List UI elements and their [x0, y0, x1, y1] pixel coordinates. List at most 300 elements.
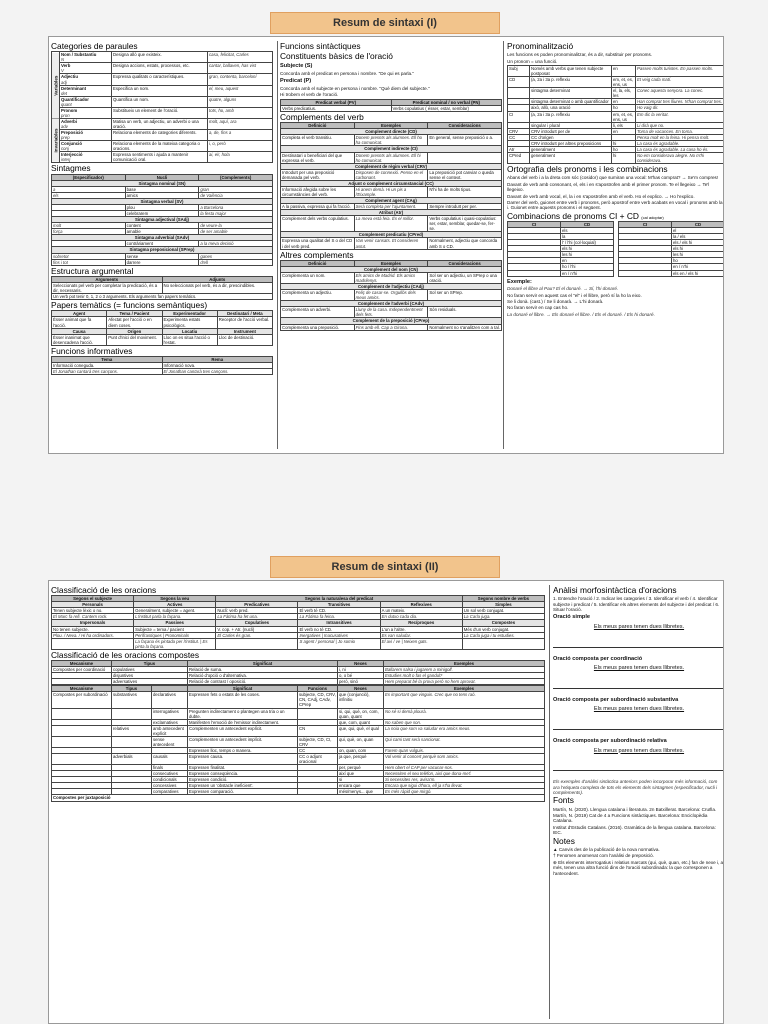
category-example: casa, felicitat, Carles [208, 52, 273, 63]
note-item: ⊕ Els elements interrogatius i relatius marcats (qui, què, quan, etc.) fan de nexe i, a més, tenen una altra funció dins de l'oració subordinada: la que corresponen a l'antecedent. [553, 859, 724, 876]
sintagma-cell: ganes [199, 253, 273, 259]
category-abbr: interj [61, 157, 71, 163]
sintagma-cell: de València [199, 192, 273, 198]
comb-cd: els hi [672, 246, 725, 252]
altres-note: Sol ser un adjectiu, un SPrep o una oració. [428, 272, 502, 283]
sintagma-cell: celebrarem [125, 211, 199, 217]
complements-note: La preposició pot canviar o queda sense el context. [428, 169, 502, 180]
analisi-tree [553, 633, 724, 648]
category-name-text: Interjecció [61, 152, 83, 158]
category-row [52, 107, 273, 118]
altres-table [280, 260, 502, 331]
classif-cell: L'institut parla la façana. [134, 614, 216, 620]
category-def: Designa allò que existeix. [112, 52, 208, 63]
category-row [52, 152, 273, 163]
subord-cell: Expressen condició. [188, 777, 298, 783]
pronom-cell: Només amb verbs que tenen subjecte postposat [530, 66, 612, 77]
informatives-table [51, 356, 273, 375]
pronom-cell: singular i plural [530, 122, 612, 128]
sintagma-cell: la festa major [199, 211, 273, 217]
estructura-heading: Estructura argumental [51, 265, 134, 276]
subord-cell: Expressen conseqüència. [188, 771, 298, 777]
classif-cell: El avi / ve | Neixen gats. [380, 638, 462, 649]
category-def: Substitueix un element de l'oració. [112, 107, 208, 118]
pronom-cell: La casa és agradable. La casa ho és. [636, 146, 725, 152]
subord-cell: Compostes per subordinació [52, 692, 112, 708]
category-name-text: Conjunció [61, 141, 83, 147]
classif-col: Segons la naturalesa del predicat [216, 596, 462, 602]
classif-cell: El Carles és gran. [216, 632, 298, 638]
pronom-cell: em, et, es, ens, us [612, 111, 636, 122]
category-name-text: Quantificador [61, 96, 89, 102]
compostes-col: Mecanisme [52, 661, 112, 667]
altres-def: Complementa un adjectiu. [281, 290, 355, 301]
category-def: Designa accions, estats, processos, etc. [112, 63, 208, 74]
altres-name: Complement de l'adverbi (CAdv) [281, 301, 502, 307]
ortografia-item: Darrer del verb, guionet entre verb i pronoms, però apostrof entre verb acabats en vocal i pronoms amb la i. Guionet entre aquests pronoms i el següent. [507, 199, 723, 211]
papers-cell: Origen [107, 328, 162, 334]
pronom-cell: Subj [508, 66, 530, 77]
subord-col: Nexes [338, 686, 384, 692]
sintagmes-heading: Sintagmes [51, 163, 91, 174]
example-line: La donaré el llibre. → Els donaré el llibre. / Els el donaré. / Els hi donaré. [507, 311, 655, 317]
subord-cell: Expressen fets o estats de les coses. [188, 692, 298, 708]
sintagma-cell: a Barcelona [199, 205, 273, 211]
subord-cell: Manifesten l'emoció de l'emissor indirectament. [188, 719, 298, 725]
comb-cd: les hi [672, 252, 725, 258]
compostes-col: Significat [188, 661, 338, 667]
p1-column-middle [277, 41, 502, 449]
pn-desc: Verbs copulatius ( ésser, estar, semblar) [391, 105, 502, 111]
sintagma-name: Sintagma nominal (SN) [52, 180, 273, 186]
classif-cell: Inergatives | Inacusatives [298, 632, 380, 638]
subord-cell: Expressen un 'obstacle ineficient'. [188, 783, 298, 789]
combinacions-heading: Combinacions de pronoms CI + CD (cal adoptar) [507, 210, 664, 221]
estructura-table [51, 276, 273, 300]
classif-cell: Tenen subjecte lèxic o no. [52, 608, 134, 614]
altres-col: Definició [281, 260, 355, 266]
altres-name: Complement del nom (CN) [281, 266, 502, 272]
coord-cell: Relació d'opció o d'alternativa. [188, 673, 338, 679]
complements-name: Complement agent (CAg) [281, 198, 502, 204]
papers-row [52, 317, 273, 328]
example-line: Se li donà. (cast.) / Se li donarà. → L'hi donarà. [507, 298, 604, 304]
complements-example: Disposen de connexió. Penso en el carbonant. [354, 169, 428, 180]
pronom-cell: Conec aquesta senyora. La conec. [636, 88, 725, 99]
pronom-cell: CRV introduït per de [530, 128, 612, 134]
papers-table [51, 310, 273, 345]
complements-row [281, 152, 502, 163]
pronom-row [508, 77, 725, 88]
pronom-cell: Et veig cada matí. [636, 77, 725, 88]
predicat-note: Hi trobem el verb de l'oració. [280, 92, 339, 98]
categories-heading: Categories de paraules [51, 41, 138, 51]
papers-cell: Locatiu [162, 328, 217, 334]
category-row [52, 96, 273, 107]
fonts-heading: Fonts [553, 795, 574, 806]
complements-example: Donem presnts als alumnes. Ell ho ha comunicat. [354, 135, 428, 146]
pronom-heading: Pronominalització [507, 41, 574, 51]
group-invariable-label: Invariables [52, 118, 60, 163]
informatives-cell: Informació nova. [162, 363, 273, 369]
altres-example: Els amics de Madrid. Els amics madrilenys. [354, 272, 428, 283]
classif-cell: En dutxo cada dia. [380, 614, 462, 620]
predicat-title: Predicat (P) [280, 78, 312, 85]
predicat-desc: Concorda amb el subjecte en persona i nombre. "Què diem del subjecte." [280, 86, 430, 92]
pronom-cell: en [612, 128, 636, 134]
category-example: cantar, ballaven, has vist [208, 63, 273, 74]
complements-name: Atribut (Atr) [281, 210, 502, 216]
classif-cell: L'un a l'altre. [380, 626, 462, 632]
sintagma-cell: gran [199, 186, 273, 192]
altres-example: Lluny de la casa. Independentment dels fets. [354, 307, 428, 318]
sintagma-cell: de veure-la [199, 223, 273, 229]
pronom-table [507, 65, 724, 164]
sintagma-cell: els [52, 192, 126, 198]
coord-cell: però, sinó [338, 679, 384, 685]
compostes-subord-table [51, 685, 545, 801]
subord-cell [52, 736, 112, 747]
classif-cell: Subjecte = tema / pacient [134, 626, 216, 632]
category-example: gran, contenta, barceloní [208, 74, 273, 85]
pronom-cell: Han comprat tres lliures. N'han comprat tres. [636, 99, 725, 105]
informatives-cell: El Jonathan cantarà tres cançons. [162, 369, 273, 375]
analisi-example-title: Oració composta per subordinació substantiva [553, 696, 679, 703]
subord-cell: Hem obert el CAP per vacunar-nos. [384, 765, 545, 771]
complements-col: Consideracions [428, 123, 502, 129]
pronom-cell: em, et, es, ens, us [612, 77, 636, 88]
classif-sub: Reflexives [380, 602, 462, 608]
complements-row [281, 216, 502, 232]
sintagma-cell: darrere [125, 259, 199, 265]
comb-row [508, 270, 614, 276]
altres-note: Sol ser un SPrep. [428, 290, 502, 301]
font-reference: Martín, N. (2020). Llengua catalana i literatura. 2n Batxillerat. Barcelona: Cruïlla. [553, 806, 717, 812]
classif-col: Segons la veu [134, 596, 216, 602]
pronom-cell: CRV introduït per altres preposicions [530, 140, 612, 146]
subord-cell [52, 754, 112, 765]
subord-row [52, 736, 545, 747]
classif-sub: Actives [134, 602, 216, 608]
subord-cell [298, 708, 338, 719]
pv-desc: Verbs predicatius. [281, 105, 392, 111]
classif-cell: Copulatives [216, 620, 298, 626]
papers-cell: Lloc on es situa l'acció o l'estat. [162, 334, 217, 345]
complements-name: Complement indirecte (CI) [281, 146, 502, 152]
altres-note: Són residuals. [428, 307, 502, 318]
subord-cell: interrogatives [152, 708, 188, 719]
combinacions-tag: (cal adoptar) [641, 214, 664, 220]
coord-cell [52, 679, 112, 685]
fonts-list [553, 807, 724, 836]
category-example: quatre, alguns [208, 96, 273, 107]
pronom-cell: (a, 2a i 3a p. reflexiu [530, 77, 612, 88]
subord-cell: així que [338, 771, 384, 777]
subord-cell: si, qui, què, on, com, quan, quant [338, 708, 384, 719]
complements-def: Introduït per una preposició demanada pel verb. [281, 169, 355, 180]
subord-col: Tipus [112, 686, 152, 692]
altres-def: Complementa un adverbi. [281, 307, 355, 318]
complements-col: Exemples [354, 123, 428, 129]
category-def: Quantifica un nom. [112, 96, 208, 107]
pronom-cell: en [612, 99, 636, 105]
category-abbr: adj [61, 79, 67, 85]
subord-cell: Complementen un antecedent implícit. [188, 736, 298, 747]
sintagmes-col-nucli: Nucli [125, 174, 199, 180]
subord-cell: CC [298, 747, 338, 753]
subord-cell: concessives [152, 783, 188, 789]
comb-cd: els [561, 228, 614, 234]
subord-cell: on, quan, com [338, 747, 384, 753]
comb-cd: les hi [561, 252, 614, 258]
comb-cd: l' / l'hi (col·loquial) [561, 240, 614, 246]
subord-cell: consecutives [152, 771, 188, 777]
analisi-tree [553, 674, 724, 689]
pronom-cell: Atr [508, 146, 530, 152]
coord-cell: i, ni [338, 667, 384, 673]
category-abbr: V [61, 68, 64, 74]
category-def: Matisa un verb, un adjectiu, un adverbi o una oració. [112, 118, 208, 129]
comb-cd: els hi [561, 246, 614, 252]
coord-cell: Compostes per coordinació [52, 667, 112, 673]
subord-cell: relatives [112, 725, 152, 736]
sintagma-cell: molt [52, 223, 126, 229]
complements-def: Destinatari o beneficiari del que expressa el verb. [281, 152, 355, 163]
classif-cell: La Fàtima fa feina. [298, 614, 380, 620]
analisi-steps: 1. Entendre l'oració / 2. Indicar les categories / 3. Identificar el verb / 4. Identificar subjecte i predicat / 5. Identificar els altres elements del subjecte i del predicat / 6. Situar l'oració. [553, 596, 720, 613]
ortografia-item: Abans del verb i a la dreta com sóc (cosidor) que sumiran una vocal: M'has comprat? → Se'm compres! [507, 175, 719, 181]
complements-row [281, 238, 502, 249]
altres-col: Consideracions [428, 260, 502, 266]
subord-cell [112, 736, 152, 747]
analisi-heading: Anàlisi morfosintàctica d'oracions [553, 585, 677, 595]
category-abbr: quant [61, 101, 72, 107]
informatives-col-tema: Tema [52, 356, 163, 362]
subord-row [52, 754, 545, 765]
subord-cell: Es important que vinguis. Crec que no tens raó. [384, 692, 545, 708]
subord-cell: Si necessites res, avisa'm. [384, 777, 545, 783]
classif-sub: Predicatives [216, 602, 298, 608]
pronom-cell: ho [612, 146, 636, 152]
sintagma-name: Sintagma preposicional (SPrep) [52, 247, 273, 253]
complements-example: Van venir cansats. Et consideren astut. [354, 238, 428, 249]
subjecte-title: Subjecte (S) [280, 63, 313, 70]
subord-cell: adverbials [112, 754, 152, 765]
sintagma-cell: plou [125, 205, 199, 211]
informatives-heading: Funcions informatives [51, 345, 133, 356]
p2-column-main [51, 585, 545, 1019]
category-abbr: adv [61, 124, 68, 130]
category-name-text: Pronom [61, 107, 78, 113]
category-row [52, 141, 273, 152]
pronom-cell: Passen molts turistes. En passen molts. [636, 66, 725, 77]
pronom-cell: No em considerava alegre. No m'hi considerava. [636, 152, 725, 163]
complements-row [281, 204, 502, 210]
pronom-cell: CPred [508, 152, 530, 163]
analisi-examples [553, 614, 724, 771]
category-name [60, 96, 112, 107]
subord-cell: Expressen comparació. [188, 789, 298, 795]
analisi-example-title: Oració composta per coordinació [553, 655, 643, 662]
pronom-cell: Pensa molt en la feina. Hi pensa molt. [636, 134, 725, 140]
sintagma-cell: amable [125, 229, 199, 235]
papers-cell: Destinatari / Meta [217, 311, 272, 317]
category-row [52, 63, 273, 74]
pronom-intro: Les funcions es poden pronominalitzar, és a dir, substituir per pronoms. [507, 52, 653, 58]
compostes-coord-table [51, 660, 545, 685]
category-name-text: Verb [61, 63, 71, 69]
p1-column-left [51, 41, 273, 449]
page2-title: Resum de sintaxi (II) [331, 561, 439, 573]
sintagma-cell: amics [125, 192, 199, 198]
classif-cell: Generalment, subjecte = agent. [134, 608, 216, 614]
ortografia-item: Davant de verb amb vocal, el, la i en s'apostrofen amb el verb. Ho el explico. → Ho l'explico. [507, 193, 695, 199]
category-name-text: Preposició [61, 130, 83, 136]
papers-cell: Causa [52, 328, 107, 334]
subord-row [52, 725, 545, 736]
subord-cell: Necessiten el seu telèfon, així que dona-me'l. [384, 771, 545, 777]
estructura-note: Un verb pot tenir 0, 1, 2 o 3 arguments. Els arguments fan papers temàtics. [52, 294, 273, 300]
subord-cell: No saben que son. [384, 719, 545, 725]
category-def: Relaciona elements de la mateixa categoria o oracions. [112, 141, 208, 152]
pronom-row [508, 66, 725, 77]
pronom-cell: CRV [508, 128, 530, 134]
category-row [52, 52, 273, 63]
subord-cell: exclamatives [152, 719, 188, 725]
classif-cell: Compostes [462, 620, 544, 626]
altres-row [281, 272, 502, 283]
classif-table [51, 595, 545, 650]
altres-row [281, 324, 502, 330]
category-def: Expressa qualitats o característiques. [112, 74, 208, 85]
classif-cell: Plou. / Neva. / Hi ha ordinadors. [52, 632, 134, 638]
subord-cell [52, 708, 112, 719]
papers-cell: Tema / Pacient [107, 311, 162, 317]
coord-cell: o, o bé [338, 673, 384, 679]
ortografia-heading: Ortografia dels pronoms i les combinacions [507, 164, 668, 175]
classif-cell: Passives [134, 620, 216, 626]
category-abbr: det [61, 90, 67, 96]
complements-def: A la passiva, expressa qui fa l'acció. [281, 204, 355, 210]
example-line: Donaré el llibre al Pau? El el donaré. → Sí, l'hi donaré. [507, 286, 619, 292]
subord-cell: qui, què, on, quan [338, 736, 384, 747]
sintagma-cell: base [125, 186, 199, 192]
category-name [60, 63, 112, 74]
pronom-cell: sintagma determinat [530, 88, 612, 99]
comb-col-cd: CD [672, 222, 725, 228]
comb-col-ci: CI [508, 222, 561, 228]
classif-heading: Classificació de les oracions [51, 585, 157, 595]
subord-cell: per, perquè [338, 765, 384, 771]
sintagma-cell: a la meva decisió [199, 241, 273, 247]
subord-cell: amb antecedent explícit [152, 725, 188, 736]
classif-cell: El Marc fa refi. Cantem rock. [52, 614, 134, 620]
informatives-cell: El Jonathan cantarà tres cançons. [52, 369, 163, 375]
estructura-adjunts: No seleccionats pel verb, és a dir, prescindibles. [162, 282, 273, 293]
pronom-cell: CC d'origen [530, 134, 612, 140]
classif-cell: Recíproques [380, 620, 462, 626]
pronom-cell: ho [612, 105, 636, 111]
combinacions-table-left [507, 221, 614, 277]
classif-cell: Perífrastiques | Pronominals [134, 632, 216, 638]
category-name [60, 52, 112, 63]
page1-title-banner [270, 12, 500, 34]
subord-cell: Expressen finalitat. [188, 765, 298, 771]
comb-cd: el [672, 228, 725, 234]
papers-cell: Instrument [217, 328, 272, 334]
complements-note [428, 152, 502, 163]
example-line: No faran servir en aquest cas el "el" i el llibre, però sí la ho la eixo. [507, 292, 642, 298]
pronom-row [508, 152, 725, 163]
category-name-text: Adverbi [61, 118, 77, 124]
category-abbr: conj [61, 146, 69, 152]
category-name [60, 141, 112, 152]
subord-cell [112, 708, 152, 719]
comb-cd: en [561, 258, 614, 264]
complements-note: N'hi ha de molts tipus. [428, 186, 502, 197]
classif-cell: Impersonals [52, 620, 134, 626]
classif-row [52, 638, 545, 649]
classif-cell [52, 638, 134, 649]
complements-note: Sempre introduït per per. [428, 204, 502, 210]
pronom-cell: hi [612, 152, 636, 163]
compostes-col: Exemples [384, 661, 545, 667]
papers-row [52, 334, 273, 345]
pronom-cell: Ho vaig dir. [636, 105, 725, 111]
pronom-cell: en [612, 66, 636, 77]
sintagma-cell: sense [125, 253, 199, 259]
coord-cell: disjuntives [112, 673, 188, 679]
sintagma-cell: content [125, 223, 199, 229]
coord-cell: Relació de contrast / oposició. [188, 679, 338, 685]
analisi-example-title: Oració composta per subordinació relativa [553, 738, 667, 745]
coord-cell: adversatives [112, 679, 188, 685]
papers-cell: Agent [52, 311, 107, 317]
subord-cell: comparatives [152, 789, 188, 795]
category-example: a, de, fins a [208, 130, 273, 141]
altres-row [281, 290, 502, 301]
category-name-text: Nom / Substantiu [61, 52, 97, 58]
comb-ci [619, 270, 672, 276]
pronom-cell: CD [508, 77, 530, 88]
category-row [52, 74, 273, 85]
subord-cell: Expressen causa. [188, 754, 298, 765]
analisi-example-sentence: Els meus pares tenen dues llibretes. [593, 624, 685, 631]
classif-cell: El verb no té CD. [298, 626, 380, 632]
altres-def: Complementa un nom. [281, 272, 355, 283]
complements-example: Donem presnts als alumnes. Ell hi ho comunicat. [354, 152, 428, 163]
subord-cell: CN [298, 725, 338, 736]
category-name [60, 118, 112, 129]
subord-cell: declaratives [152, 692, 188, 708]
estructura-col-adjunts: Adjunts [162, 276, 273, 282]
category-row [52, 85, 273, 96]
complements-row [281, 169, 502, 180]
comb-cd: els en / els hi [672, 270, 725, 276]
subord-col: Significat [188, 686, 298, 692]
pronom-cell: CI [508, 111, 530, 122]
page1-title: Resum de sintaxi (I) [333, 17, 437, 29]
altres-col: Exemples [354, 260, 428, 266]
sintagma-cell: contràriament [125, 241, 199, 247]
font-reference: Institut d'Estudis Catalans. (2016). Gramàtica de la llengua catalana. Barcelona: IEC. [553, 824, 716, 836]
classif-cell: La Fàtima ha fet una. [216, 614, 298, 620]
category-def: Expressa sentiments i ajuda a mantenir comunicació oral. [112, 152, 208, 163]
sintagmes-table [51, 174, 273, 266]
compostes-heading: Classificació de les oracions compostes [51, 649, 200, 660]
example-title: Exemple: [507, 278, 532, 285]
estructura-col-arguments: Arguments [52, 276, 163, 282]
